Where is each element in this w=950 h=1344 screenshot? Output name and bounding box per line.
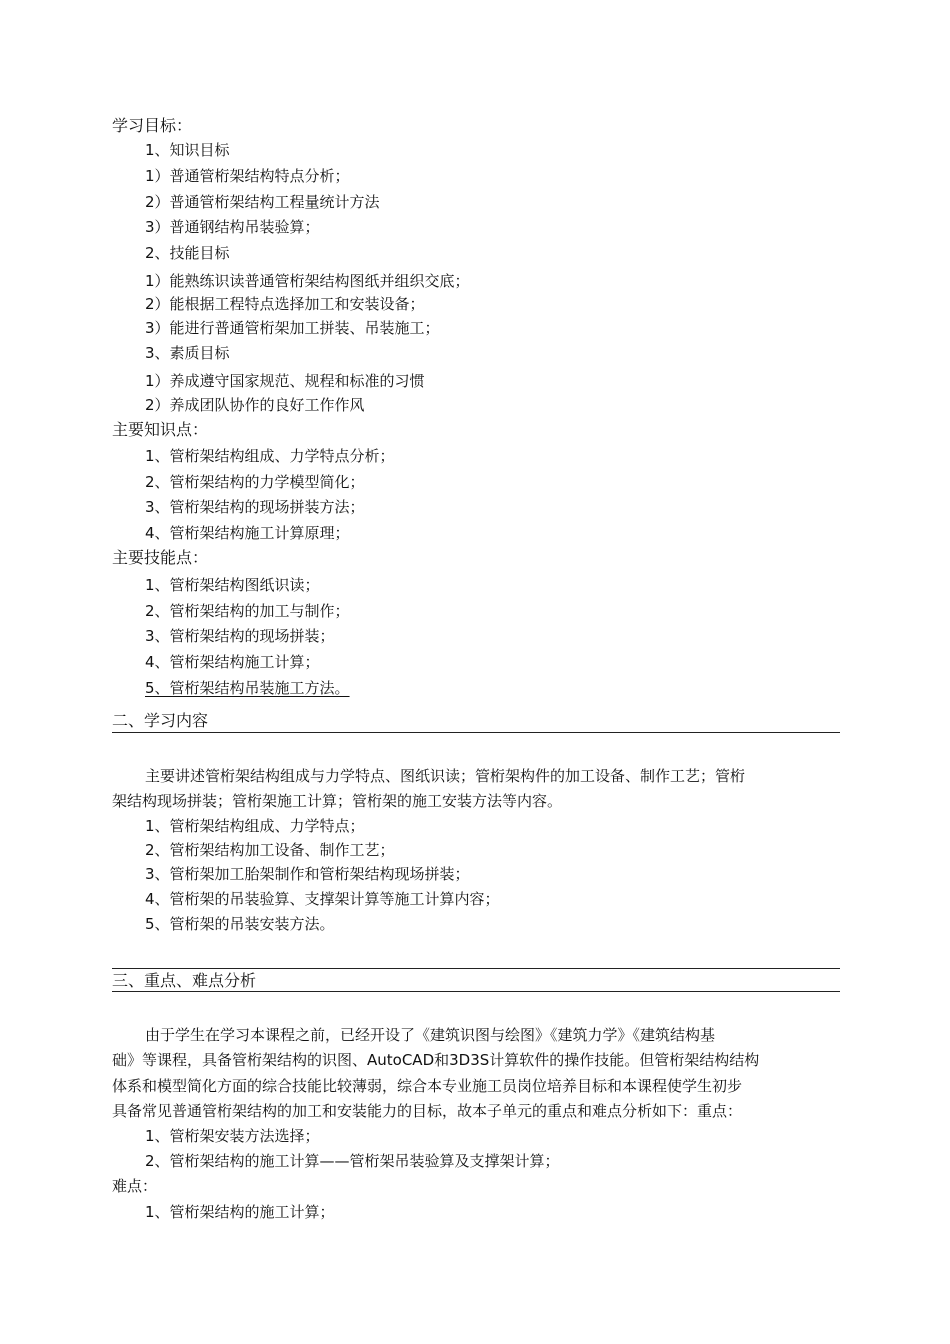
analysis-paragraph-line: 体系和模型简化方面的综合技能比较薄弱，综合本专业施工员岗位培养目标和本课程使学生初步 <box>112 1077 743 1095</box>
skill-objective-item: 1）能熟练识读普通管桁架结构图纸并组织交底； <box>145 272 470 290</box>
knowledge-objective-title: 1、知识目标 <box>145 141 230 159</box>
analysis-paragraph-line: 础》等课程，具备管桁架结构的识图、AutoCAD和3D3S计算软件的操作技能。但管桁架结构结构 <box>112 1051 760 1069</box>
knowledge-point-item: 3、管桁架结构的现场拼装方法； <box>145 498 365 516</box>
skill-objective-title: 2、技能目标 <box>145 244 230 262</box>
skill-point-item: 2、管桁架结构的加工与制作； <box>145 602 350 620</box>
knowledge-point-item: 4、管桁架结构施工计算原理； <box>145 524 350 542</box>
analysis-section-heading: 三、重点、难点分析 <box>112 971 257 990</box>
section-divider <box>112 991 840 992</box>
difficulty-item: 1、管桁架结构的施工计算； <box>145 1203 335 1221</box>
key-point-item: 2、管桁架结构的施工计算——管桁架吊装验算及支撑架计算； <box>145 1152 560 1170</box>
skill-objective-item: 2）能根据工程特点选择加工和安装设备； <box>145 295 425 313</box>
quality-objective-item: 2）养成团队协作的良好工作作风 <box>145 396 365 414</box>
content-item: 4、管桁架的吊装验算、支撑架计算等施工计算内容； <box>145 890 500 908</box>
skill-points-heading: 主要技能点： <box>112 548 209 567</box>
key-point-item: 1、管桁架安装方法选择； <box>145 1127 320 1145</box>
objectives-heading: 学习目标： <box>112 116 193 135</box>
skill-point-item: 1、管桁架结构图纸识读； <box>145 576 320 594</box>
content-item: 1、管桁架结构组成、力学特点； <box>145 817 365 835</box>
knowledge-objective-item: 1）普通管桁架结构特点分析； <box>145 167 350 185</box>
skill-point-item: 3、管桁架结构的现场拼装； <box>145 627 335 645</box>
content-item: 5、管桁架的吊装安装方法。 <box>145 915 335 933</box>
skill-point-item: 4、管桁架结构施工计算； <box>145 653 320 671</box>
knowledge-point-item: 1、管桁架结构组成、力学特点分析； <box>145 447 395 465</box>
knowledge-point-item: 2、管桁架结构的力学模型简化； <box>145 473 365 491</box>
section-divider <box>112 968 840 969</box>
section-divider <box>112 732 840 733</box>
quality-objective-title: 3、素质目标 <box>145 344 230 362</box>
skill-objective-item: 3）能进行普通管桁架加工拼装、吊装施工； <box>145 319 440 337</box>
knowledge-objective-item: 3）普通钢结构吊装验算； <box>145 218 320 236</box>
content-item: 2、管桁架结构加工设备、制作工艺； <box>145 841 395 859</box>
content-section-heading: 二、学习内容 <box>112 711 209 730</box>
knowledge-objective-item: 2）普通管桁架结构工程量统计方法 <box>145 193 380 211</box>
analysis-paragraph-line: 由于学生在学习本课程之前，已经开设了《建筑识图与绘图》《建筑力学》《建筑结构基 <box>145 1026 716 1044</box>
content-item: 3、管桁架加工胎架制作和管桁架结构现场拼装； <box>145 865 470 883</box>
analysis-paragraph-line: 具备常见普通管桁架结构的加工和安装能力的目标，故本子单元的重点和难点分析如下：重点： <box>112 1102 743 1120</box>
content-intro-line: 主要讲述管桁架结构组成与力学特点、图纸识读；管桁架构件的加工设备、制作工艺；管桁 <box>145 767 746 785</box>
difficulty-heading: 难点： <box>112 1177 158 1195</box>
content-intro-line: 架结构现场拼装；管桁架施工计算；管桁架的施工安装方法等内容。 <box>112 792 563 810</box>
quality-objective-item: 1）养成遵守国家规范、规程和标准的习惯 <box>145 372 425 390</box>
knowledge-points-heading: 主要知识点： <box>112 420 209 439</box>
skill-point-item: 5、管桁架结构吊装施工方法。 <box>145 679 350 697</box>
